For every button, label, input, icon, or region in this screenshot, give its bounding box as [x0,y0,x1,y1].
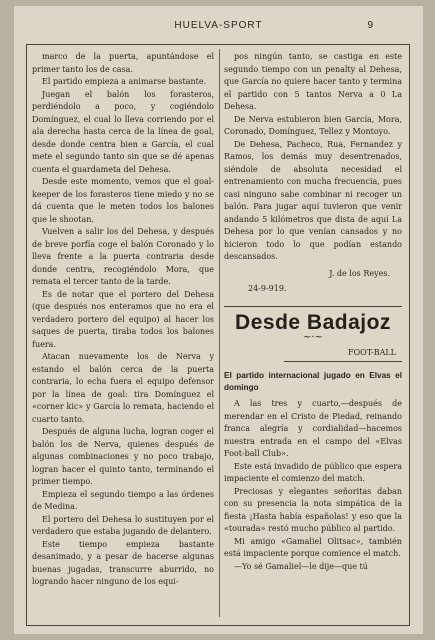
article-date: 24-9-919. [248,284,287,293]
page-number: 9 [367,20,373,31]
page-header [14,20,423,40]
paragraph: Juegan el balón los forasteros, perdiéndolo a poco, y cogiéndolo Domínguez, el cual lo lleva corriendo por el ala derecha hasta cerca de la línea de goal, desde donde centra bien a García, el cual mete el segundo tanto sin que se dé apenas cuenta el guardameta del Dehesa. [32,89,214,174]
article-frame [26,44,410,626]
paragraph: Después de alguna lucha, logran coger el balón los de Nerva, quienes después de algunas combinaciones y no poco trabajo, logran hacer el quinto tanto, terminando el primer tiempo. [32,427,214,486]
paragraph: Desde este momento, vemos que el goal-keeper de los forasteros tiene miedo y no se dá cuenta que le meten todos los balones que le shootan. [32,177,214,224]
paragraph: Mi amigo «Gamaliel Olitsac», también está impaciente porque comience el match. [224,536,402,558]
paragraph: Este está invadido de público que espera impaciente el comienzo del match. [224,461,402,483]
section-title: Desde Badajoz [235,310,391,334]
magazine-page [14,6,423,634]
article-subheading: El partido internacional jugado en Elvas el domingo [224,371,402,392]
paragraph: Es de notar que el portero del Dehesa (que después nos enteramos que no era el verdadero portero del equipo) al hacer los saques de puerta, tiraba todos los balones fuera. [32,289,214,349]
paragraph: —Yo sé Gamaliel—le dije—que tú [234,561,368,571]
paragraph: marco de la puerta, apuntándose el primer tanto los de casa. [32,52,214,74]
paragraph: Atacan nuevamente los de Nerva y estando el balón cerca de la puerta contraria, lo echa fuera el equipo defensor por la línea de goal: tira Domínguez el «corner kic» y García lo remata, haciendo el cuarto tanto. [32,352,214,424]
paragraph: Preciosas y elegantes señoritas daban con su presencia la nota simpática de la fiesta ¡Hasta había españolas! y eso que la «tourada» restó mucho público al partido. [224,486,402,533]
left-column [32,51,214,589]
label-underline [284,361,402,362]
paragraph: A las tres y cuarto,—después de merendar en el Cristo de Piedad, reinando franca alegría y cordialidad—hacemos nuestra entrada en el campo del «Elvas Foot-ball Club». [224,399,402,458]
section-label: FOOT-BALL [348,347,396,357]
publication-title: HUELVA-SPORT [174,20,263,31]
author-signature: J. de los Reyes. [329,268,390,278]
paragraph: Empieza el segundo tiempo a las órdenes de Medina. [32,489,214,511]
right-column [224,51,402,573]
paragraph: Vuelven a salir los del Dehesa, y después de breve porfía coge el balón Coronado y lo lleva frente a la puerta contraria desde donde centra, recogiéndolo Mora, que remata el tercer tanto de la tarde. [32,227,214,286]
section-rule [224,306,402,307]
paragraph: pos ningún tanto, se castiga en este segundo tiempo con un penalty al Dehesa, que García no quiere hacer tanto y termina el partido con 5 tantos Nerva a 0 La Dehesa. [224,52,402,111]
paragraph: Este tiempo empieza bastante desanimado, y a pesar de hacerse algunas buenas jugadas, transcurre aburrido, no logrando hacer ninguno de los equi- [32,539,214,586]
ornament-icon: ~·~ [303,332,323,343]
paragraph: El partido empieza a animarse bastante. [42,77,207,86]
paragraph: De Nerva estubieron bien García, Mora, Coronado, Domínguez, Tellez y Montoyo. [224,114,402,136]
paragraph: De Dehesa, Pacheco, Rua, Fernandez y Ramos, los demás muy desentrenados, siéndole de absoluta necesidad el entrenamiento con mucha frecuencia, pues casi ninguno sabe combinar ni recoger un balón. Para jugar aquí tuvieron que venir andando 5 kilómetros que dista de aquí La Dehesa por lo que venían cansados y no hicieron todo lo que podían estando descansados. [224,139,402,261]
column-divider [219,49,220,617]
paragraph: El portero del Dehesa lo sustituyen por el verdadero que estaba jugando de delantero. [32,514,214,536]
